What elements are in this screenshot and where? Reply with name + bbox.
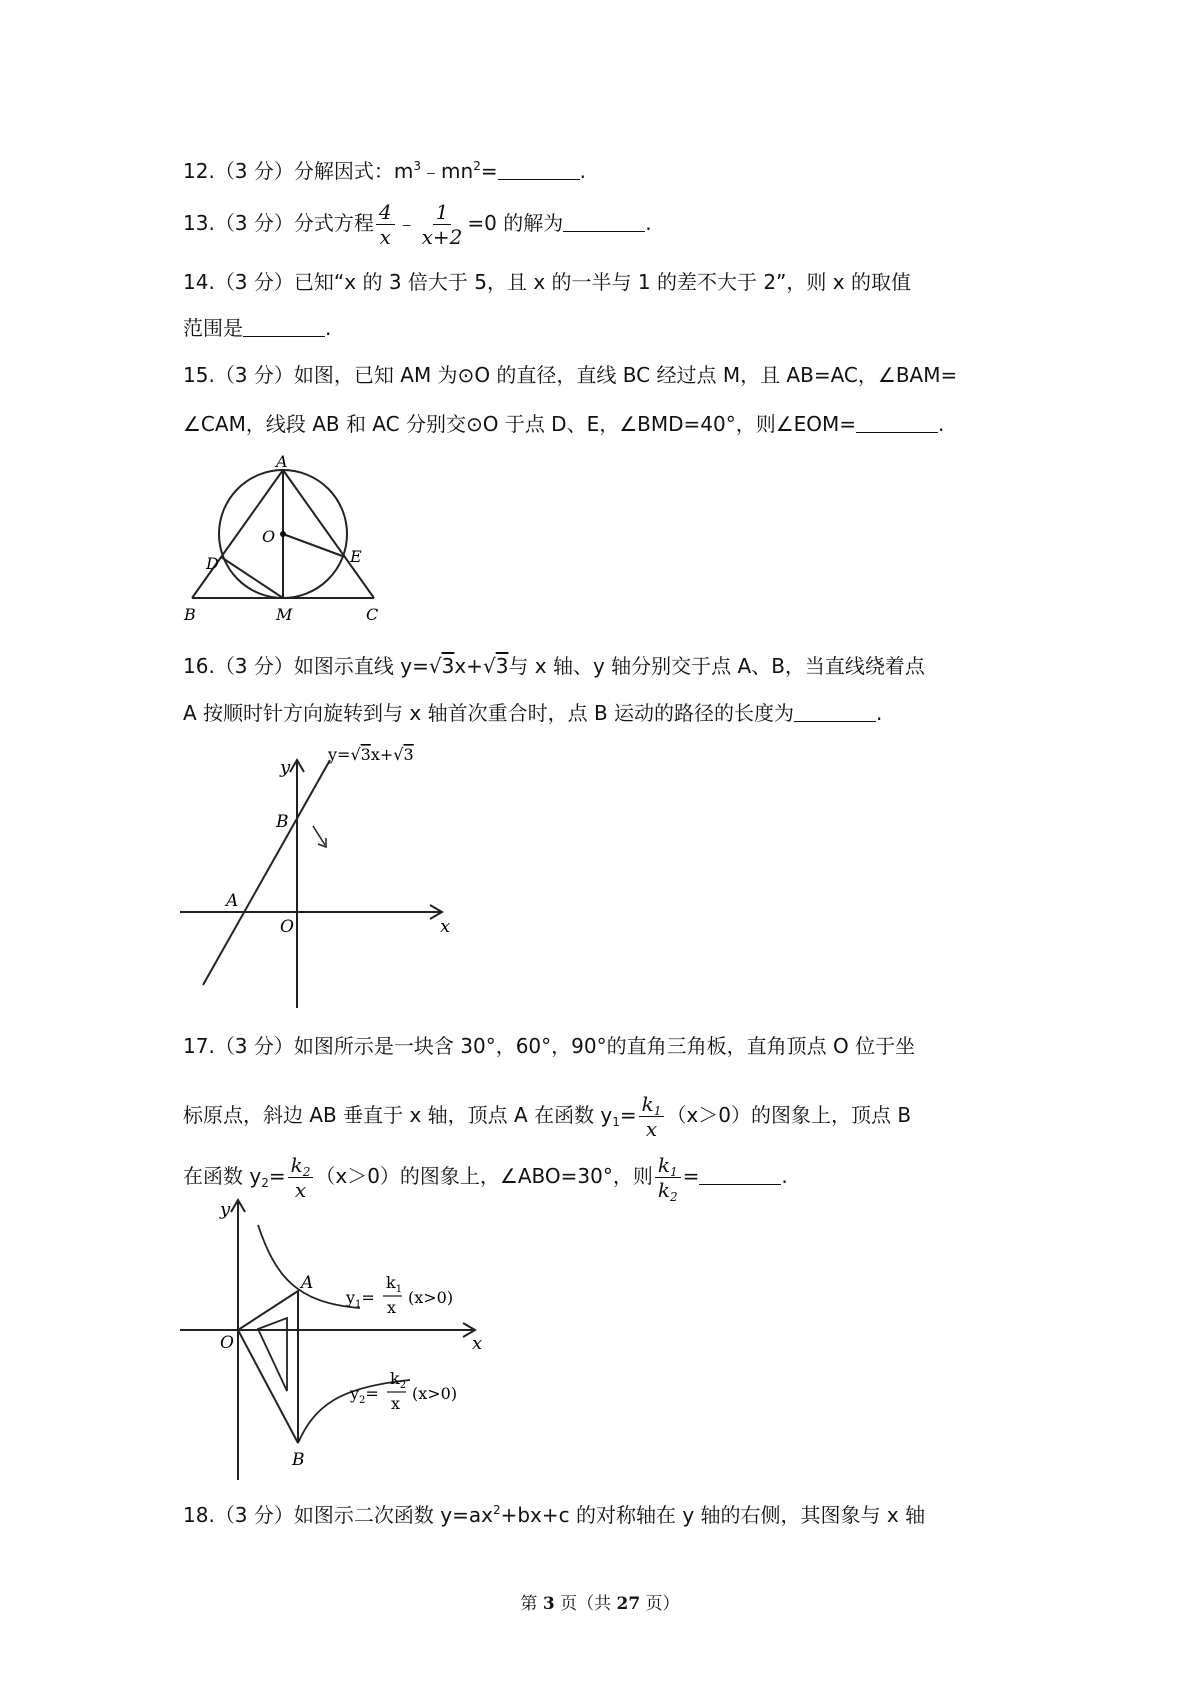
label-y: y [220,1199,231,1220]
triangle-aob [238,1291,298,1443]
svg-text:y2=: $y_2=$ [350,1384,379,1406]
question-13: 13.（3 分）分式方程 $\frac{4}{x}$ ﹣ $\frac{1}{x+2}$ =0 的解为 . [183,200,652,249]
label-d: D [206,554,219,573]
label-y: y [280,757,291,778]
question-17-line3: 在函数 $y_2=$ $\frac{k_2}{x}$ （x＞0）的图象上，∠ABO=30°，则 $\frac{k_1}{k_2}$ = . [183,1153,788,1204]
answer-blank[interactable] [243,316,325,337]
label-a: A [301,1273,314,1293]
question-17-line1: 17.（3 分）如图所示是一块含 30°，60°，90°的直角三角板，直角顶点 O 位于坐 [183,1034,916,1058]
segment-md [221,557,283,598]
figure-q15-circle-triangle [180,452,390,627]
svg-text:x: x [391,1394,401,1413]
svg-text:x: x [387,1298,397,1317]
svg-text:k1: $k_1$ [386,1273,403,1295]
label-b: B [292,1450,305,1470]
question-16-line1: 16.（3 分）如图示直线 y=√3x+√3与 x 轴、y 轴分别交于点 A、B，当直线绕着点 [183,654,925,678]
label-y1-function [345,1273,453,1317]
hyperbola-y1 [258,1225,360,1308]
label-b: B [276,812,289,832]
label-o: O [220,1333,234,1353]
line-graph [203,760,330,985]
svg-text:(x>0): (x>0) [408,1288,454,1307]
rotation-arrow-shaft [313,826,325,845]
svg-text:y1=: $y_1=$ [346,1288,375,1310]
answer-blank[interactable] [563,211,645,232]
label-b: B [184,605,196,624]
svg-text:(x>0): (x>0) [412,1384,458,1403]
question-18: 18.（3 分）如图示二次函数 $y=ax^2+bx+c$ 的对称轴在 y 轴的右侧，其图象与 x 轴 [183,1503,926,1527]
answer-blank[interactable] [699,1164,781,1185]
label-x: x [472,1333,483,1354]
label-a: A [276,452,288,471]
fraction-k1-over-x: $\frac{k_1}{x}$ [639,1092,665,1141]
sqrt-icon: √ [482,654,496,678]
label-a: A [226,891,239,911]
question-12: 12.（3 分）分解因式：$m^3﹣mn^2=$ . [183,159,586,183]
page-total: 27 [616,1594,641,1614]
answer-blank[interactable] [856,412,938,433]
fraction-k2-over-x: $\frac{k_2}{x}$ [288,1153,314,1202]
label-equation: y=√3x+√3 [328,745,414,764]
figure-q17-triangle-hyperbola [180,1195,510,1480]
figure-q16-line-graph [180,740,460,1008]
label-y2-function [349,1369,457,1413]
label-x: x [440,916,451,937]
answer-blank[interactable] [794,701,876,722]
label-c: C [366,605,379,624]
page-footer: 第 3 页（共 27 页） [520,1594,680,1614]
triangle-inner [258,1318,287,1391]
svg-text:k2: $k_2$ [390,1369,407,1391]
center-point [280,531,286,537]
label-o: O [280,917,294,937]
label-o: O [262,527,276,546]
fraction-1-over-x-plus-2: $\frac{1}{x+2}$ [421,200,463,249]
question-16-line2: A 按顺时针方向旋转到与 x 轴首次重合时，点 B 运动的路径的长度为 . [183,701,883,725]
question-14-line2: 范围是 . [183,316,332,340]
question-15-line2: ∠CAM，线段 AB 和 AC 分别交⊙O 于点 D、E，∠BMD=40°，则∠EOM= . [183,412,945,436]
question-15-line1: 15.（3 分）如图，已知 AM 为⊙O 的直径，直线 BC 经过点 M，且 AB=AC，∠BAM= [183,363,958,387]
sqrt-icon: √ [428,654,442,678]
question-14-line1: 14.（3 分）已知“x 的 3 倍大于 5，且 x 的一半与 1 的差不大于 2”，则 x 的取值 [183,270,911,294]
answer-blank[interactable] [498,159,580,180]
fraction-4-over-x: $\frac{4}{x}$ [376,200,395,249]
label-m: M [276,605,293,624]
fraction-k1-over-k2: $\frac{k_1}{k_2}$ [655,1153,681,1202]
label-e: E [350,547,362,566]
question-17-line2: 标原点，斜边 AB 垂直于 x 轴，顶点 A 在函数 $y_1=$ $\frac{k_1}{x}$ （x＞0）的图象上，顶点 B [183,1092,912,1141]
page-number: 3 [542,1594,555,1614]
